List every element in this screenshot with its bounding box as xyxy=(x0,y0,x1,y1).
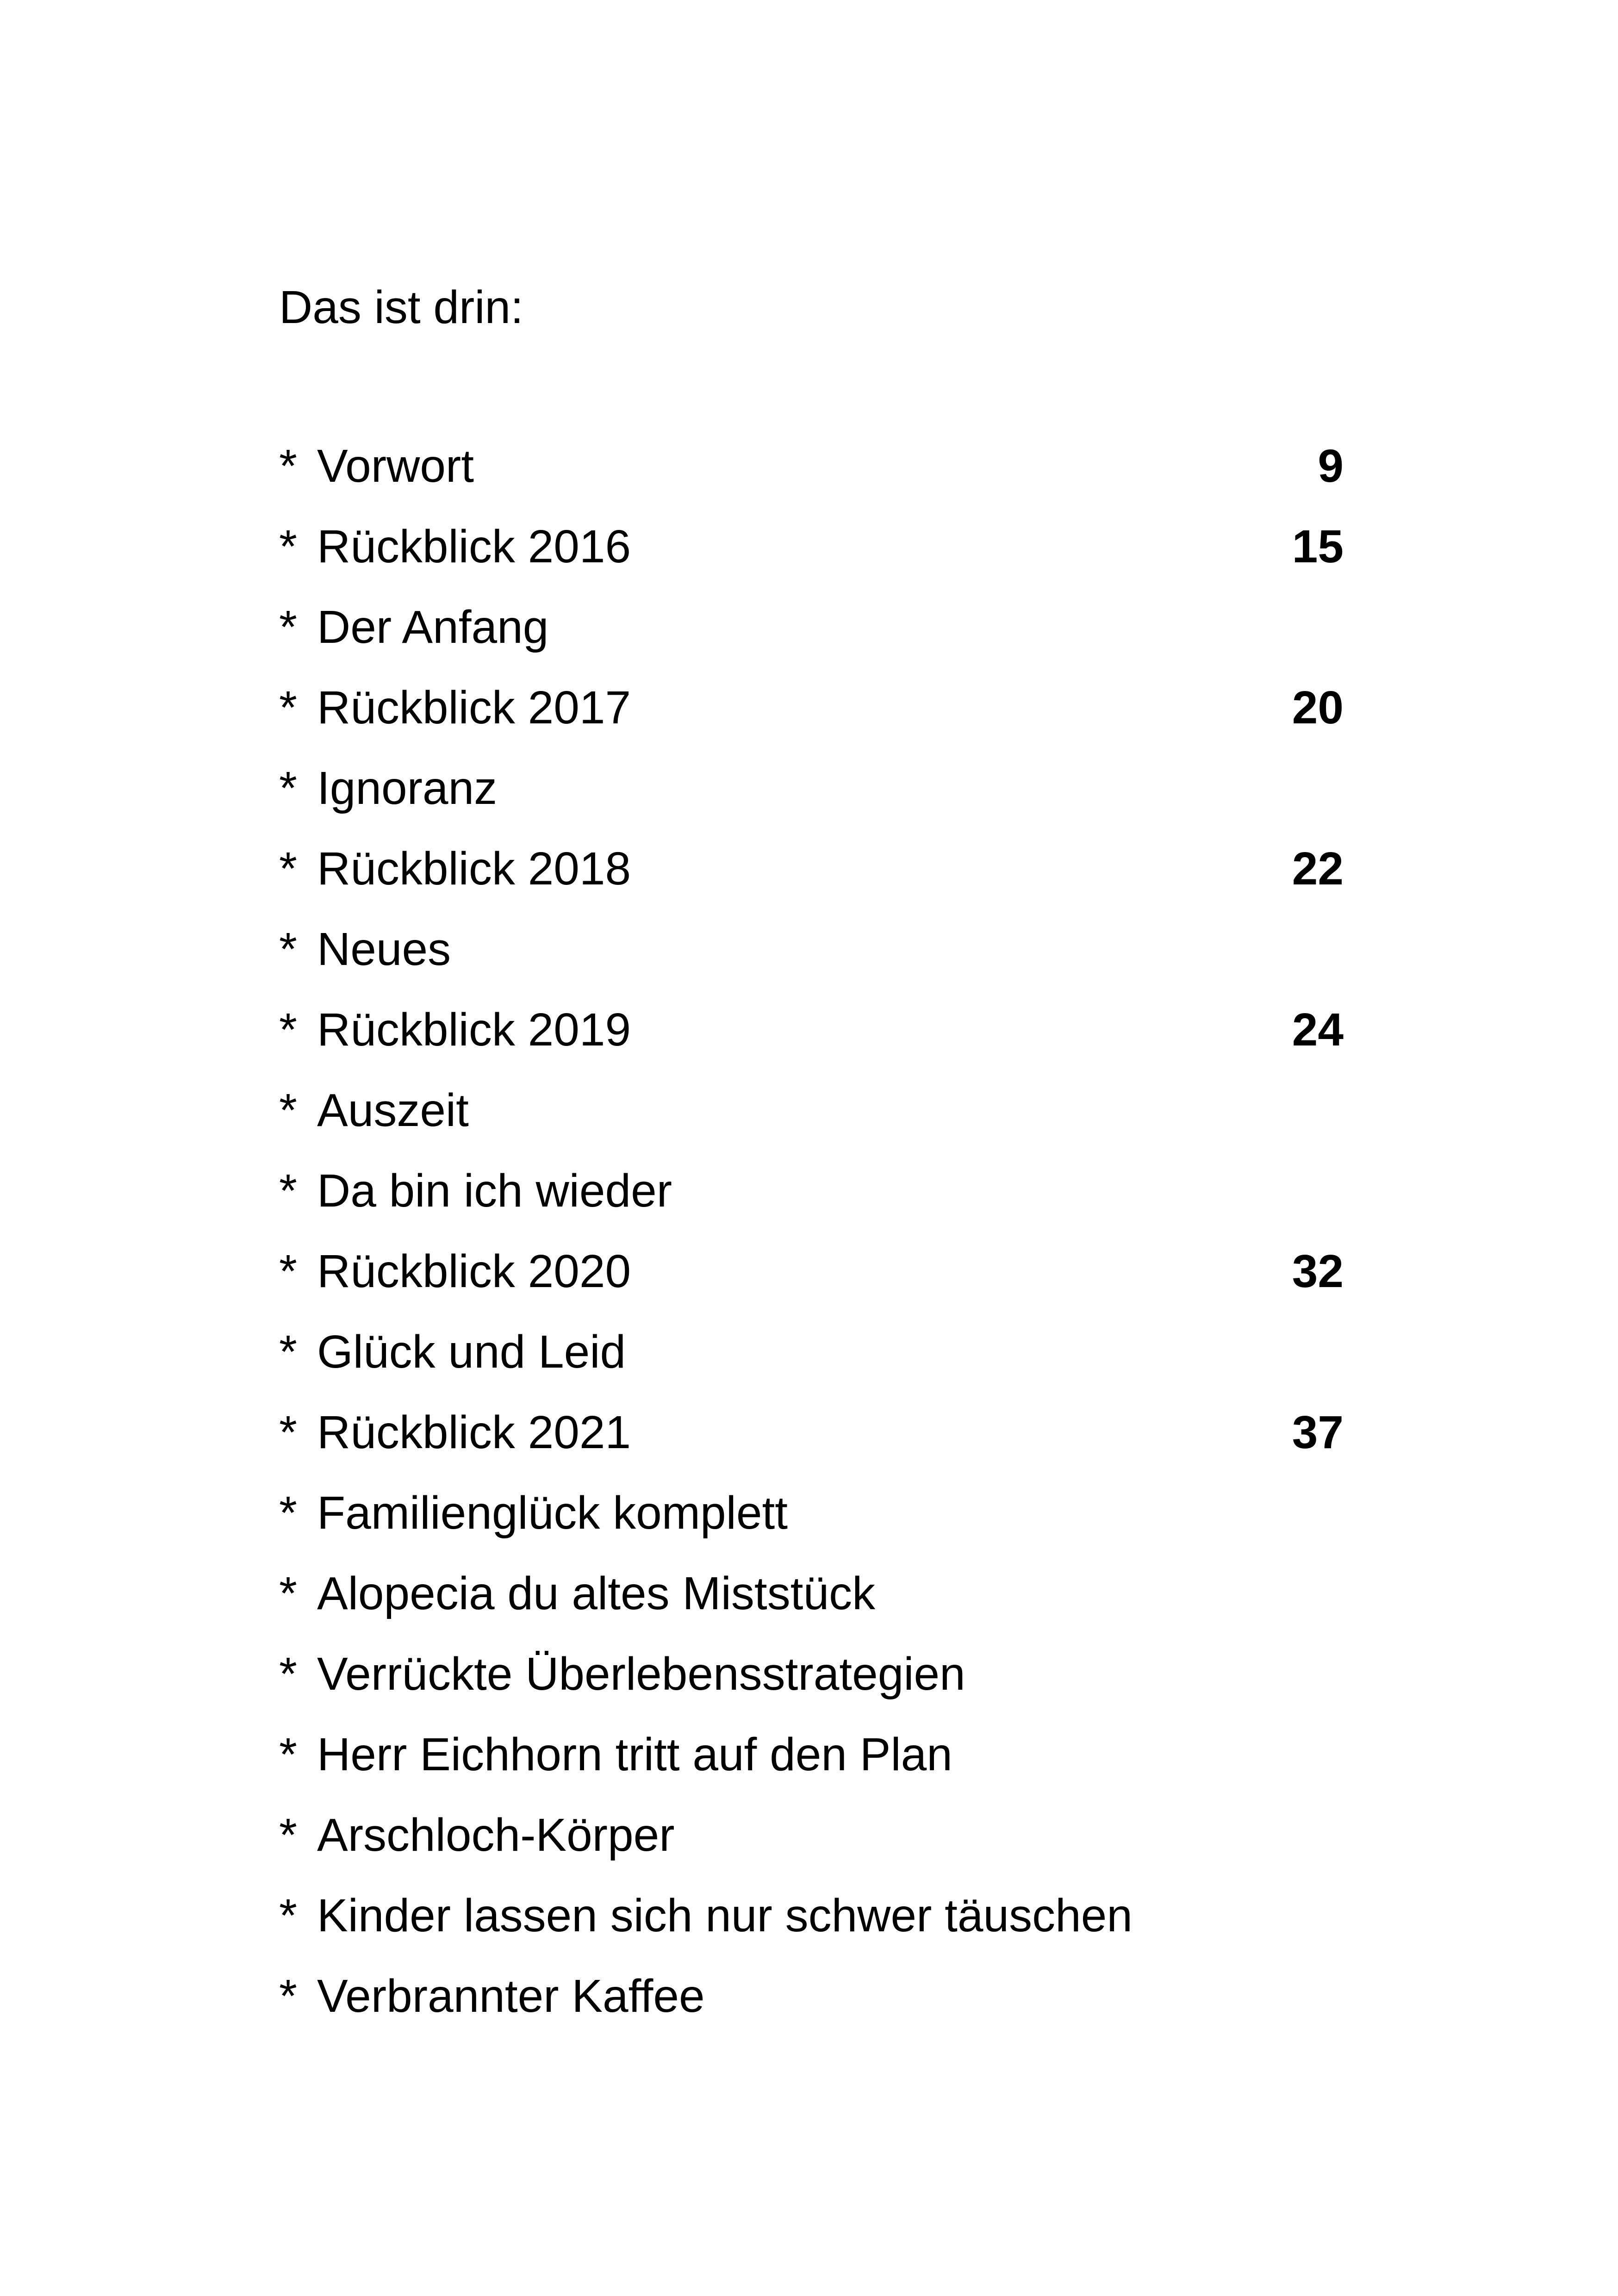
toc-entry-title: Der Anfang xyxy=(317,601,549,653)
toc-entry-title: Kinder lassen sich nur schwer täuschen xyxy=(317,1890,1133,1941)
bullet-marker: * xyxy=(279,1970,297,2022)
bullet-marker: * xyxy=(279,762,297,814)
bullet-marker: * xyxy=(279,1648,297,1700)
toc-entry-title: Alopecia du altes Miststück xyxy=(317,1568,876,1619)
bullet-marker: * xyxy=(279,601,297,653)
toc-entry-title: Rückblick 2016 xyxy=(317,521,631,572)
toc-entry-title: Verrückte Überlebensstrategien xyxy=(317,1648,965,1700)
toc-entry-title: Rückblick 2017 xyxy=(317,682,631,734)
toc-entry-title: Rückblick 2018 xyxy=(317,843,631,895)
toc-entry-title: Rückblick 2021 xyxy=(317,1406,631,1458)
toc-entry-title: Familienglück komplett xyxy=(317,1487,788,1539)
toc-page-number: 9 xyxy=(1318,440,1344,492)
bullet-marker: * xyxy=(279,440,297,492)
toc-page-number: 22 xyxy=(1292,843,1344,895)
bullet-marker: * xyxy=(279,1165,297,1217)
toc-entry-title: Rückblick 2019 xyxy=(317,1004,631,1056)
bullet-marker: * xyxy=(279,1245,297,1297)
table-of-contents xyxy=(279,438,1344,2049)
bullet-marker: * xyxy=(279,843,297,895)
toc-entry xyxy=(279,1083,1344,1163)
bullet-marker: * xyxy=(279,682,297,734)
toc-entry xyxy=(279,1002,1344,1083)
toc-page-number: 15 xyxy=(1292,521,1344,572)
toc-entry xyxy=(279,1727,1344,1807)
toc-entry xyxy=(279,438,1344,519)
toc-entry-title: Herr Eichhorn tritt auf den Plan xyxy=(317,1729,952,1780)
toc-entry-title: Da bin ich wieder xyxy=(317,1165,672,1217)
toc-entry-title: Auszeit xyxy=(317,1084,469,1136)
toc-entry xyxy=(279,1566,1344,1646)
page-heading: Das ist drin: xyxy=(279,281,523,333)
toc-entry xyxy=(279,841,1344,921)
bullet-marker: * xyxy=(279,1729,297,1780)
toc-entry xyxy=(279,680,1344,760)
toc-entry xyxy=(279,1646,1344,1727)
bullet-marker: * xyxy=(279,1890,297,1941)
toc-entry xyxy=(279,760,1344,841)
bullet-marker: * xyxy=(279,923,297,975)
toc-entry xyxy=(279,599,1344,680)
toc-entry xyxy=(279,1244,1344,1324)
toc-entry xyxy=(279,1163,1344,1244)
bullet-marker: * xyxy=(279,1568,297,1619)
toc-entry-title: Glück und Leid xyxy=(317,1326,626,1378)
bullet-marker: * xyxy=(279,1406,297,1458)
toc-entry xyxy=(279,1485,1344,1566)
bullet-marker: * xyxy=(279,1487,297,1539)
bullet-marker: * xyxy=(279,1004,297,1056)
toc-entry xyxy=(279,519,1344,599)
toc-entry xyxy=(279,1405,1344,1485)
toc-page-number: 24 xyxy=(1292,1004,1344,1056)
bullet-marker: * xyxy=(279,1084,297,1136)
toc-entry-title: Arschloch-Körper xyxy=(317,1809,675,1861)
toc-entry-title: Verbrannter Kaffee xyxy=(317,1970,705,2022)
toc-entry-title: Ignoranz xyxy=(317,762,498,814)
toc-entry-title: Rückblick 2020 xyxy=(317,1245,631,1297)
toc-entry xyxy=(279,1888,1344,1968)
toc-entry xyxy=(279,1807,1344,1888)
toc-entry-title: Vorwort xyxy=(317,440,474,492)
bullet-marker: * xyxy=(279,1809,297,1861)
toc-page-number: 32 xyxy=(1292,1245,1344,1297)
bullet-marker: * xyxy=(279,1326,297,1378)
bullet-marker: * xyxy=(279,521,297,572)
toc-page-number: 37 xyxy=(1292,1406,1344,1458)
toc-entry xyxy=(279,1324,1344,1405)
toc-page-number: 20 xyxy=(1292,682,1344,734)
toc-entry xyxy=(279,1968,1344,2049)
toc-entry xyxy=(279,921,1344,1002)
toc-entry-title: Neues xyxy=(317,923,451,975)
